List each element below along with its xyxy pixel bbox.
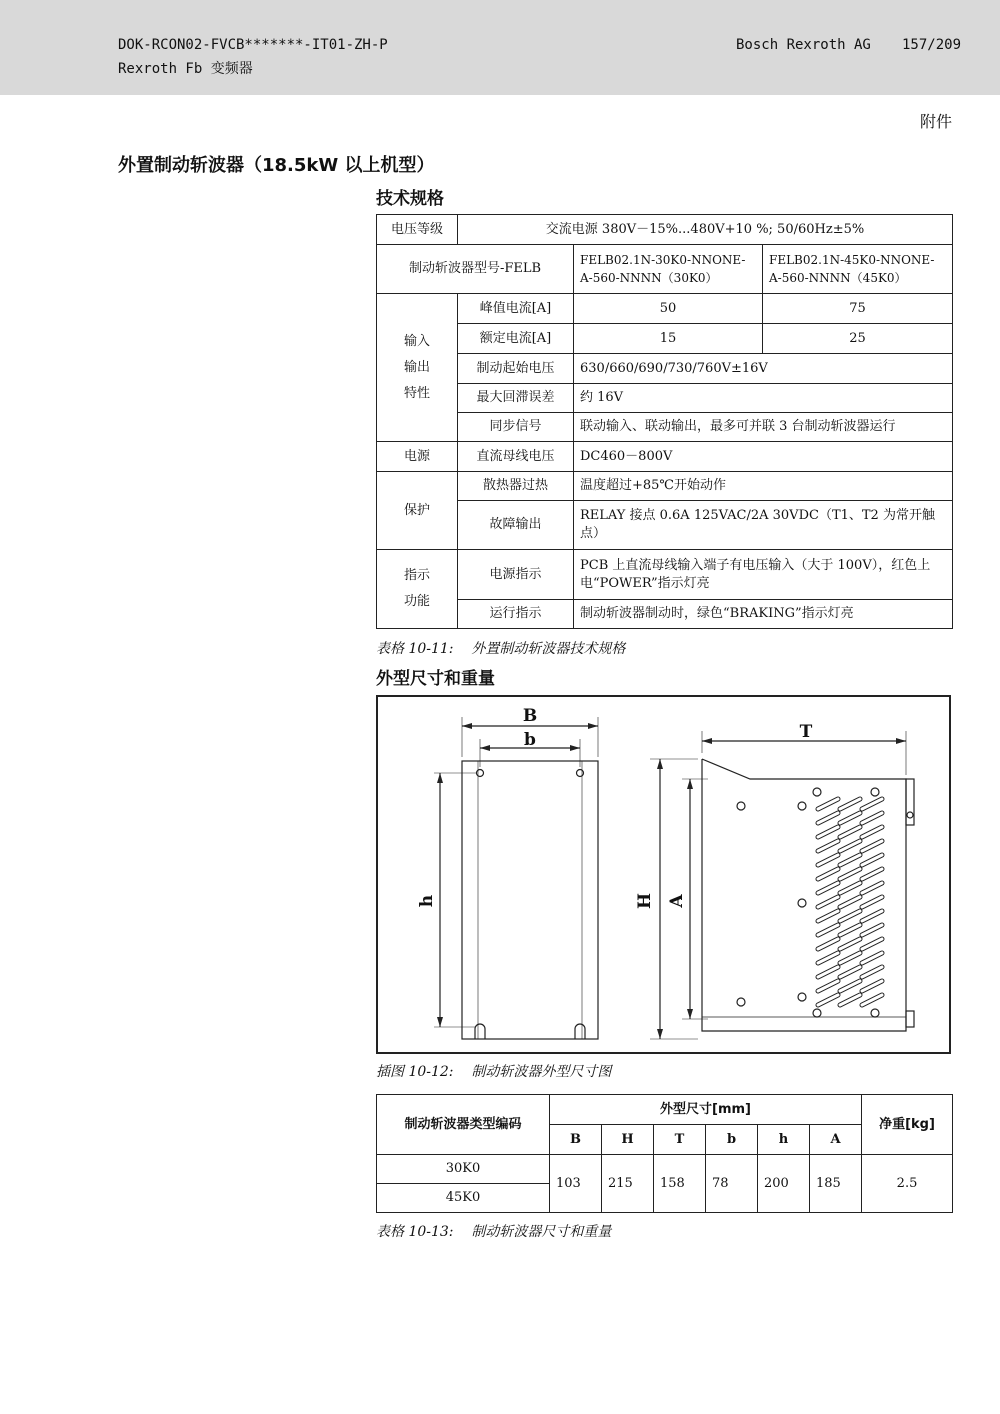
vent-slot-inner <box>818 841 838 851</box>
vent-slot-inner <box>818 827 838 837</box>
vent-slot-inner <box>862 869 882 879</box>
vent-slot-inner <box>862 995 882 1005</box>
label-A: A <box>667 894 687 908</box>
sync-value: 联动输入、联动输出，最多可并联 3 台制动斩波器运行 <box>574 413 953 442</box>
screw <box>871 1009 879 1017</box>
vent-slot-inner <box>840 995 860 1005</box>
caption-table-10-13: 表格 10-13: 制动斩波器尺寸和重量 <box>376 1224 612 1240</box>
label-b: b <box>524 730 536 750</box>
vent-slot-inner <box>818 883 838 893</box>
vent-slot-inner <box>818 953 838 963</box>
screw <box>737 998 745 1006</box>
company-name: Bosch Rexroth AG <box>736 37 871 53</box>
peak-30: 50 <box>574 294 763 324</box>
start-label: 制动起始电压 <box>458 354 574 384</box>
screw <box>798 899 806 907</box>
dimensions-table <box>376 1094 953 1213</box>
vent-slot-inner <box>862 883 882 893</box>
vent-slot-inner <box>840 939 860 949</box>
vent-slot-inner <box>840 855 860 865</box>
vent-slot-inner <box>840 897 860 907</box>
vent-slot-inner <box>818 925 838 935</box>
val-h: 200 <box>758 1155 810 1213</box>
col-T: T <box>654 1125 706 1155</box>
spec-heading: 技术规格 <box>376 189 444 209</box>
val-T: 158 <box>654 1155 706 1213</box>
mount-slot-bottom-left <box>475 1024 485 1039</box>
val-b: 78 <box>706 1155 758 1213</box>
screw <box>798 802 806 810</box>
val-A: 185 <box>810 1155 862 1213</box>
run-ind-label: 运行指示 <box>458 600 574 629</box>
page-header <box>0 0 1000 95</box>
col-H: H <box>602 1125 654 1155</box>
hyst-label: 最大回滞误差 <box>458 384 574 413</box>
vent-slot-inner <box>862 897 882 907</box>
vent-slot-inner <box>862 911 882 921</box>
spec-table <box>376 214 953 629</box>
dimension-arrows <box>437 723 906 1039</box>
col-A: A <box>810 1125 862 1155</box>
vent-slot-inner <box>862 799 882 809</box>
vent-slot-inner <box>840 883 860 893</box>
vent-slot-inner <box>862 925 882 935</box>
voltage-value: 交流电源 380V－15%...480V+10 %; 50/60Hz±5% <box>458 215 953 245</box>
vent-slot-inner <box>862 967 882 977</box>
size-header: 外型尺寸[mm] <box>550 1095 862 1125</box>
vent-slot-inner <box>818 981 838 991</box>
power-group-label: 电源 <box>377 442 458 472</box>
dimension-svg <box>378 697 953 1056</box>
vent-slot-inner <box>840 967 860 977</box>
val-H: 215 <box>602 1155 654 1213</box>
peak-45: 75 <box>763 294 953 324</box>
vent-slot-inner <box>840 925 860 935</box>
vent-slot-inner <box>840 799 860 809</box>
heat-value: 温度超过+85℃开始动作 <box>574 472 953 501</box>
vent-slot-inner <box>818 995 838 1005</box>
vent-slot-inner <box>840 869 860 879</box>
vent-slot-inner <box>840 813 860 823</box>
page-number: 157/209 <box>902 37 962 53</box>
dimension-drawing <box>376 695 951 1054</box>
terminal-cover-bottom <box>906 1011 914 1027</box>
doc-code: DOK-RCON02-FVCB*******-IT01-ZH-P <box>118 37 388 53</box>
sync-label: 同步信号 <box>458 413 574 442</box>
screw <box>813 788 821 796</box>
vent-slot-inner <box>862 813 882 823</box>
pwr-ind-label: 电源指示 <box>458 550 574 600</box>
screw <box>737 802 745 810</box>
vent-slot-inner <box>862 981 882 991</box>
mount-hole-top-right <box>577 770 584 777</box>
col-B: B <box>550 1125 602 1155</box>
pwr-ind-value: PCB 上直流母线输入端子有电压输入（大于 100V），红色上电“POWER”指示灯亮 <box>574 550 953 600</box>
val-B: 103 <box>550 1155 602 1213</box>
model-45: FELB02.1N-45K0-NNONE-A-560-NNNN（45K0） <box>763 245 953 294</box>
vent-slot-inner <box>862 827 882 837</box>
caption-table-10-11: 表格 10-11: 外置制动斩波器技术规格 <box>376 641 626 657</box>
vent-slot-inner <box>818 813 838 823</box>
rated-label: 额定电流[A] <box>458 324 574 354</box>
code-header: 制动斩波器类型编码 <box>377 1095 550 1155</box>
terminal-screw <box>907 812 913 818</box>
front-view-outline <box>462 761 598 1039</box>
vent-slot-inner <box>862 841 882 851</box>
vent-slot-inner <box>840 911 860 921</box>
fault-label: 故障输出 <box>458 501 574 550</box>
dc-label: 直流母线电压 <box>458 442 574 472</box>
label-B: B <box>522 706 538 726</box>
vent-slot-inner <box>818 799 838 809</box>
vent-slot-inner <box>818 855 838 865</box>
vent-slot-inner <box>818 911 838 921</box>
vent-slot-inner <box>840 841 860 851</box>
ind-group-label: 指示 功能 <box>377 550 458 629</box>
label-T: T <box>799 722 813 742</box>
vent-slots <box>818 799 882 1005</box>
io-group-label: 输入 输出 特性 <box>377 294 458 442</box>
label-H: H <box>635 892 655 910</box>
val-weight: 2.5 <box>862 1155 953 1213</box>
vent-slot-inner <box>840 953 860 963</box>
run-ind-value: 制动斩波器制动时，绿色“BRAKING”指示灯亮 <box>574 600 953 629</box>
heat-label: 散热器过热 <box>458 472 574 501</box>
rated-30: 15 <box>574 324 763 354</box>
vent-slot-inner <box>862 939 882 949</box>
vent-slot-inner <box>818 897 838 907</box>
label-h: h <box>417 894 437 908</box>
vent-slot-inner <box>840 827 860 837</box>
row-30k0: 30K0 <box>377 1155 550 1184</box>
screw <box>798 993 806 1001</box>
screw <box>813 1009 821 1017</box>
vent-slot-inner <box>818 967 838 977</box>
voltage-label: 电压等级 <box>377 215 458 245</box>
protect-group-label: 保护 <box>377 472 458 550</box>
rated-45: 25 <box>763 324 953 354</box>
hyst-value: 约 16V <box>574 384 953 413</box>
start-value: 630/660/690/730/760V±16V <box>574 354 953 384</box>
vent-slot-inner <box>840 981 860 991</box>
weight-header: 净重[kg] <box>862 1095 953 1155</box>
screw <box>871 788 879 796</box>
peak-label: 峰值电流[A] <box>458 294 574 324</box>
caption-figure-10-12: 插图 10-12: 制动斩波器外型尺寸图 <box>376 1064 612 1080</box>
page-title: 外置制动斩波器（18.5kW 以上机型） <box>118 155 435 176</box>
vent-slot-inner <box>818 869 838 879</box>
fault-value: RELAY 接点 0.6A 125VAC/2A 30VDC（T1、T2 为常开触点） <box>574 501 953 550</box>
dc-value: DC460－800V <box>574 442 953 472</box>
mount-slot-bottom-right <box>575 1024 585 1039</box>
section-tag: 附件 <box>920 112 953 131</box>
dim-heading: 外型尺寸和重量 <box>376 669 495 689</box>
model-30: FELB02.1N-30K0-NNONE-A-560-NNNN（30K0） <box>574 245 763 294</box>
model-label: 制动斩波器型号-FELB <box>377 245 574 294</box>
vent-slot-inner <box>818 939 838 949</box>
col-b: b <box>706 1125 758 1155</box>
vent-slot-inner <box>862 953 882 963</box>
product-name: Rexroth Fb 变频器 <box>118 61 253 77</box>
row-45k0: 45K0 <box>377 1184 550 1213</box>
mount-hole-top-left <box>477 770 484 777</box>
vent-slot-inner <box>862 855 882 865</box>
col-h: h <box>758 1125 810 1155</box>
